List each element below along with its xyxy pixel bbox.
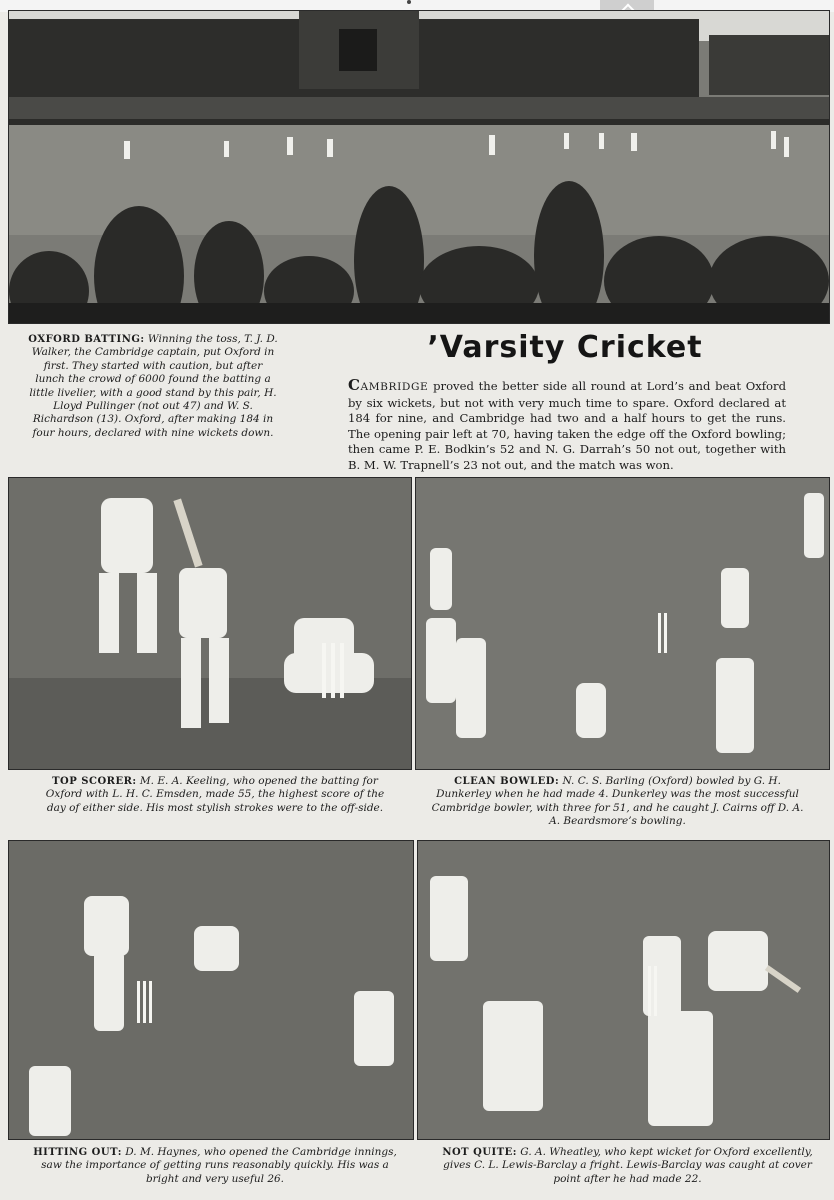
article-body	[348, 378, 786, 474]
article-dropcap: C	[348, 376, 361, 394]
article-smallcaps: AMBRIDGE	[360, 381, 429, 393]
caption-not-quite	[440, 1146, 815, 1186]
article-text: proved the better side all round at Lord’s and beat Oxford by six wickets, but not with very much time to spare. Oxford declared at 184 for nine, and Cambridge had two and a half hours to get the runs. The opening pair left at 70, having taken the edge off the Oxford bowling; then came P. E. Bodkin’s 52 and N. G. Darrah’s 50 not out, together with B. M. W. Trapnell’s 23 not out, and the match was won.	[348, 379, 786, 472]
caption-oxford-batting-lead: OXFORD BATTING:	[28, 334, 145, 345]
caption-clean-bowled	[430, 775, 805, 829]
photo-clean-bowled	[415, 477, 830, 770]
photo-hitting-out-art	[9, 841, 413, 1139]
caption-clean-bowled-text: N. C. S. Barling (Oxford) bowled by G. H. Dunkerley when he had made 4. Dunkerley was the most successful Cambridge bowler, with three for 51, and he caught J. Cairns off D. A. A. Beardsmore’s bowling.	[431, 775, 804, 828]
caption-oxford-batting-text: Winning the toss, T. J. D. Walker, the Cambridge captain, put Oxford in first. They started with caution, but after lunch the crowd of 6000 found the batting a little livelier, with a good stand by this pair, H. Lloyd Pullinger (not out 47) and W. S. Richardson (13). Oxford, after making 184 in four hours, declared with nine wickets down.	[29, 333, 278, 439]
caption-not-quite-text: G. A. Wheatley, who kept wicket for Oxford excellently, gives C. L. Lewis-Barclay a fright. Lewis-Barclay was caught at cover point after he had made 22.	[443, 1146, 813, 1185]
caption-top-scorer	[40, 775, 390, 815]
caption-not-quite-lead: NOT QUITE:	[442, 1147, 517, 1158]
hero-photo-art	[9, 11, 829, 323]
status-dot	[407, 0, 411, 4]
photo-top-scorer	[8, 477, 412, 770]
caption-oxford-batting	[28, 333, 278, 440]
photo-top-scorer-art	[9, 478, 411, 769]
hero-photo	[8, 10, 830, 324]
caption-clean-bowled-lead: CLEAN BOWLED:	[454, 776, 560, 787]
photo-clean-bowled-art	[416, 478, 829, 769]
caption-top-scorer-text: M. E. A. Keeling, who opened the batting for Oxford with L. H. C. Emsden, made 55, the highest score of the day of either side. His most stylish strokes were to the off-side.	[45, 775, 385, 814]
caption-hitting-out	[30, 1146, 400, 1186]
caption-hitting-out-text: D. M. Haynes, who opened the Cambridge innings, saw the importance of getting runs reasonably quickly. His was a bright and very useful 26.	[41, 1146, 397, 1185]
caption-top-scorer-lead: TOP SCORER:	[52, 776, 137, 787]
photo-not-quite-art	[418, 841, 829, 1139]
caption-hitting-out-lead: HITTING OUT:	[33, 1147, 122, 1158]
photo-not-quite	[417, 840, 830, 1140]
photo-hitting-out	[8, 840, 414, 1140]
article-headline: ’Varsity Cricket	[427, 330, 703, 365]
